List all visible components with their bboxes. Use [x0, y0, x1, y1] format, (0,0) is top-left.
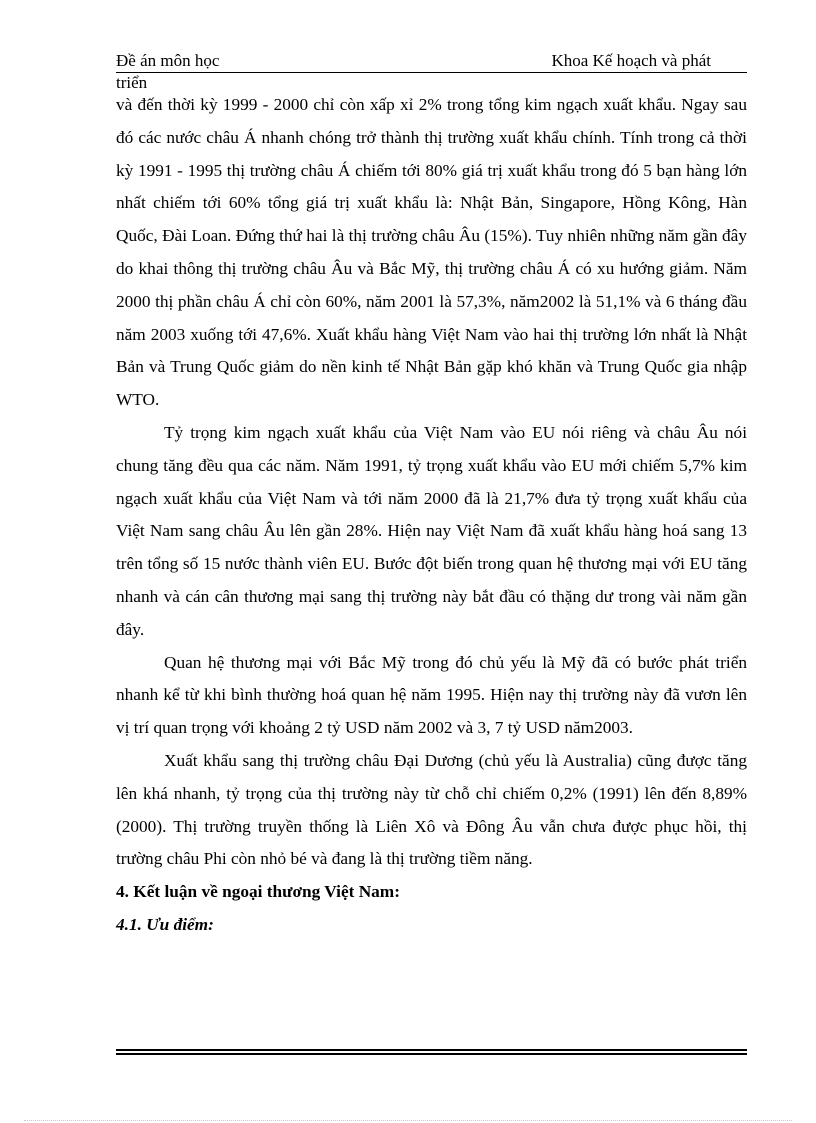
- paragraph-oceania-market: Xuất khẩu sang thị trường châu Đại Dương (chủ yếu là Australia) cũng được tăng lên khá nhanh, tỷ trọng của thị trường này từ chỗ chỉ chiếm 0,2% (1991) lên đến 8,89% (2000). Thị trường truyền thống là Liên Xô và Đông Âu vẫn chưa được phục hồi, thị trường châu Phi còn nhỏ bé và đang là thị trường tiềm năng.: [116, 750, 747, 869]
- paragraph-asia-market: và đến thời kỳ 1999 - 2000 chỉ còn xấp xỉ 2% trong tổng kim ngạch xuất khẩu. Ngay sau đó các nước châu Á nhanh chóng trở thành thị trường xuất khẩu chính. Tính trong cả thời kỳ 1991 - 1995 thị trường châu Á chiếm tới 80% giá trị xuất khẩu trong đó 5 bạn hàng lớn nhất chiếm tới 60% tổng giá trị xuất khẩu là: Nhật Bản, Singapore, Hồng Kông, Hàn Quốc, Đài Loan. Đứng thứ hai là thị trường châu Âu (15%). Tuy nhiên những năm gần đây do khai thông thị trường châu Âu và Bắc Mỹ, thị trường châu Á có xu hướng giảm. Năm 2000 thị phần châu Á chỉ còn 60%, năm 2001 là 57,3%, năm2002 là 51,1% và 6 tháng đầu năm 2003 xuống tới 47,6%. Xuất khẩu hàng Việt Nam vào hai thị trường lớn nhất là Nhật Bản và Trung Quốc giảm do nền kinh tế Nhật Bản gặp khó khăn và Trung Quốc gia nhập WTO.: [116, 95, 747, 410]
- footer-double-rule: [116, 1049, 747, 1055]
- paragraph-eu-market: Tỷ trọng kim ngạch xuất khẩu của Việt Nam vào EU nói riêng và châu Âu nói chung tăng đều qua các năm. Năm 1991, tỷ trọng xuất khẩu vào EU mới chiếm 5,7% kim ngạch xuất khẩu của Việt Nam và tới năm 2000 đã là 21,7% đưa tỷ trọng xuất khẩu của Việt Nam sang châu Âu lên gần 28%. Hiện nay Việt Nam đã xuất khẩu hàng hoá sang 13 trên tổng số 15 nước thành viên EU. Bước đột biến trong quan hệ thương mại với EU tăng nhanh và cán cân thương mại sang thị trường này bắt đầu có thặng dư trong vài năm gần đây.: [116, 422, 747, 639]
- document-body: [116, 89, 747, 942]
- page-bottom-edge: [24, 1120, 792, 1121]
- header-faculty-name: Khoa Kế hoạch và phát: [551, 51, 711, 70]
- header-rule: [116, 72, 747, 73]
- paragraph-north-america-market: Quan hệ thương mại với Bắc Mỹ trong đó chủ yếu là Mỹ đã có bước phát triển nhanh kể từ khi bình thường hoá quan hệ năm 1995. Hiện nay thị trường này đã vươn lên vị trí quan trọng với khoảng 2 tỷ USD năm 2002 và 3, 7 tỷ USD năm2003.: [116, 652, 747, 738]
- header-faculty-name-continued: triển: [116, 73, 148, 92]
- header-course-title: Đề án môn học: [116, 51, 220, 70]
- section-heading: 4. Kết luận về ngoại thương Việt Nam:: [116, 882, 400, 902]
- subsection-heading: 4.1. Ưu điểm:: [116, 914, 214, 934]
- page-header: [116, 50, 747, 90]
